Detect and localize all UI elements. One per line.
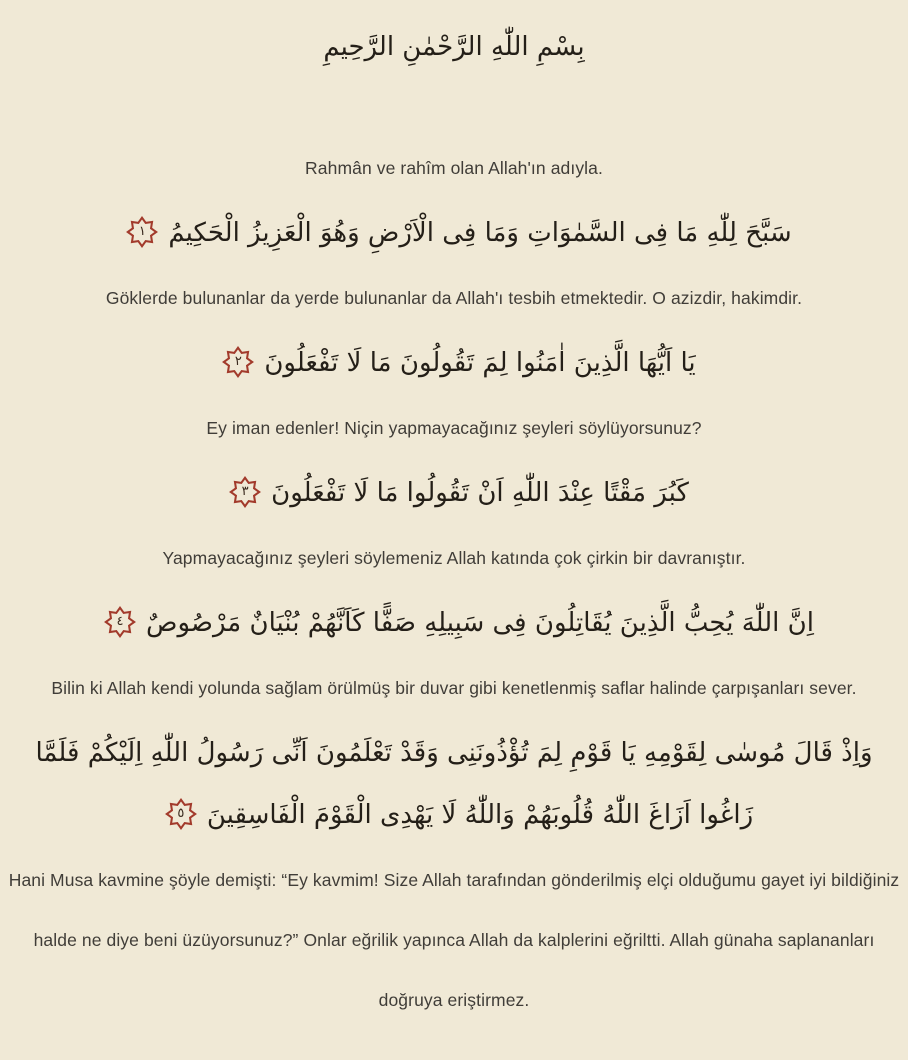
verse-3-number-marker [229,476,261,508]
verse-5-translation: Hani Musa kavmine şöyle demişti: “Ey kavmim! Size Allah tarafından gönderilmiş elçi olduğumu gayet iyi bildiğiniz halde ne diye beni üzüyorsunuz?” Onlar eğrilik yapınca Allah da kalplerini eğriltti. Allah günaha saplananları doğruya eriştirmez. [8,870,900,1010]
verse-2-number-marker [222,346,254,378]
verse-1-arabic-text: سَبَّحَ لِلّٰهِ مَا فِى السَّمٰوَاتِ وَمَا فِى الْاَرْضِ وَهُوَ الْعَزِيزُ الْحَكِيمُ [168,218,792,248]
verse-3-number: ٣ [241,483,249,499]
verse-5-number-marker [165,798,197,830]
verse-4-arabic-text: اِنَّ اللّٰهَ يُحِبُّ الَّذِينَ يُقَاتِلُونَ فِى سَبِيلِهِ صَفًّا كَاَنَّهُمْ بُنْيَانٌ مَرْصُوصٌ [146,608,814,638]
verse-2-arabic-line [8,332,900,394]
verse-4-number: ٤ [116,613,124,629]
verse-2-arabic-text: يَا اَيُّهَا الَّذِينَ اٰمَنُوا لِمَ تَقُولُونَ مَا لَا تَفْعَلُونَ [264,348,696,378]
verse-2-translation: Ey iman edenler! Niçin yapmayacağınız şeyleri söylüyorsunuz? [206,418,702,438]
verse-3-arabic-text: كَبُرَ مَقْتًا عِنْدَ اللّٰهِ اَنْ تَقُولُوا مَا لَا تَفْعَلُونَ [271,478,689,508]
verse-1-number: ١ [138,223,146,239]
verse-3-arabic-line [8,462,900,524]
verse-5-arabic-line [8,722,900,846]
verse-3-translation: Yapmayacağınız şeyleri söylemeniz Allah katında çok çirkin bir davranıştır. [162,548,746,568]
verse-1-translation: Göklerde bulunanlar da yerde bulunanlar da Allah'ı tesbih etmektedir. O azizdir, hakimdir. [105,288,803,308]
verse-1-number-marker [126,216,158,248]
verse-5-number: ٥ [177,805,185,821]
verse-5-arabic-text: وَاِذْ قَالَ مُوسٰى لِقَوْمِهِ يَا قَوْمِ لِمَ تُؤْذُونَنِى وَقَدْ تَعْلَمُونَ اَنِّى رَسُولُ اللّٰهِ اِلَيْكُمْ فَلَمَّا زَاغُوا اَزَاغَ اللّٰهُ قُلُوبَهُمْ وَاللّٰهُ لَا يَهْدِى الْقَوْمَ الْفَاسِقِينَ [35,738,873,830]
verse-4-arabic-line [8,592,900,654]
verse-4-translation: Bilin ki Allah kendi yolunda sağlam örülmüş bir duvar gibi kenetlenmiş saflar halinde çarpışanları sever. [51,678,857,698]
verse-4-number-marker [104,606,136,638]
verse-1-arabic-line [8,202,900,264]
verse-2-number: ٢ [234,353,242,369]
basmala-translation: Rahmân ve rahîm olan Allah'ın adıyla. [305,158,603,178]
basmala-arabic: بِسْمِ اللّٰهِ الرَّحْمٰنِ الرَّحِيمِ [323,32,585,62]
